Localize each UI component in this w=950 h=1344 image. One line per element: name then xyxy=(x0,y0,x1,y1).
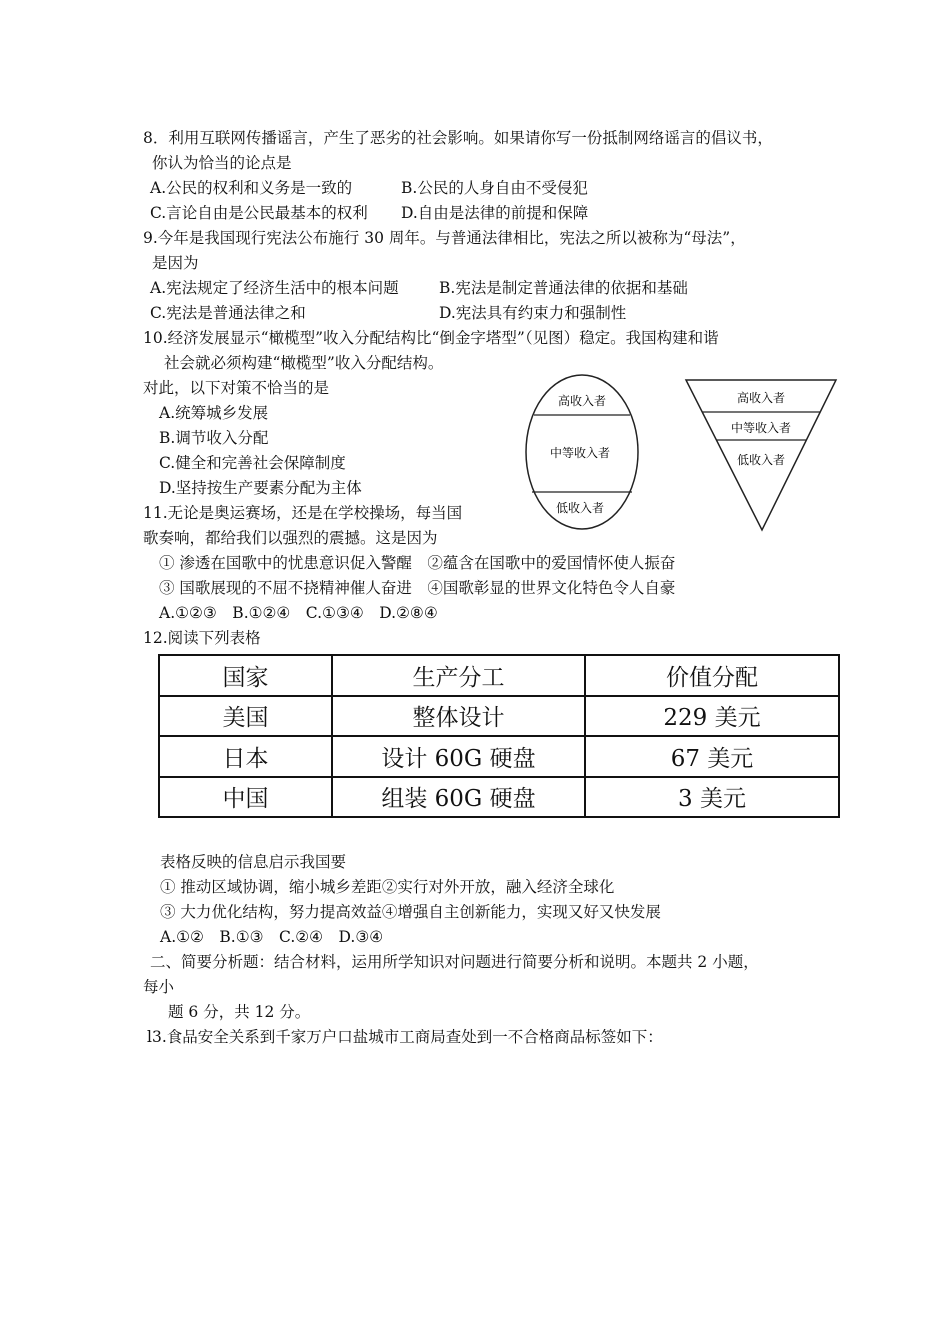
table-cell: 美国 xyxy=(159,696,332,737)
q8-stem-line2: 你认为恰当的论点是 xyxy=(152,154,292,172)
table-cell: 中国 xyxy=(159,777,332,818)
q8-option-d: D.自由是法律的前提和保障 xyxy=(401,204,589,222)
section2-heading-line1: 二、简要分析题：结合材料，运用所学知识对问题进行简要分析和说明。本题共 2 小题， xyxy=(150,953,759,971)
q12-item-1: ① 推动区域协调，缩小城乡差距②实行对外开放，融入经济全球化 xyxy=(160,878,615,896)
q8-stem-line1: 8．利用互联网传播谣言，产生了恶劣的社会影响。如果请你写一份抵制网络谣言的倡议书， xyxy=(143,129,773,147)
q8-option-b: B.公民的人身自由不受侵犯 xyxy=(401,179,588,197)
q10-option-a: A.统筹城乡发展 xyxy=(159,404,269,422)
q9-option-d: D.宪法具有约束力和强制性 xyxy=(439,304,627,322)
table-row xyxy=(159,696,839,737)
q9-stem-line1: 9.今年是我国现行宪法公布施行 30 周年。与普通法律相比，宪法之所以被称为“母法”， xyxy=(143,229,746,247)
q10-option-d: D.坚持按生产要素分配为主体 xyxy=(159,479,362,497)
table-cell: 67 美元 xyxy=(585,736,839,777)
table-header-cell: 生产分工 xyxy=(332,655,585,696)
table-cell: 3 美元 xyxy=(585,777,839,818)
q13-stem: l3.食品安全关系到千家万户口盐城市工商局查处到一不合格商品标签如下： xyxy=(147,1028,663,1046)
q11-stem-line2: 歌奏响，都给我们以强烈的震撼。这是因为 xyxy=(143,529,438,547)
table-cell: 组装 60G 硬盘 xyxy=(332,777,585,818)
pyramid-label-high: 高收入者 xyxy=(736,391,786,405)
olive-label-mid: 中等收入者 xyxy=(549,446,611,460)
q12-item-2: ③ 大力优化结构，努力提高效益④增强自主创新能力，实现又好又快发展 xyxy=(160,903,661,921)
table-cell: 设计 60G 硬盘 xyxy=(332,736,585,777)
olive-label-low: 低收入者 xyxy=(555,501,605,515)
q12-after-text: 表格反映的信息启示我国要 xyxy=(160,853,347,871)
income-structure-figure xyxy=(520,372,840,534)
section2-heading-line2: 每小 xyxy=(143,978,175,996)
q11-item-2: ③ 国歌展现的不屈不挠精神催人奋进 ④国歌彰显的世界文化特色令人自豪 xyxy=(159,579,676,597)
table-cell: 日本 xyxy=(159,736,332,777)
table-row xyxy=(159,777,839,818)
q10-stem-line1: 10.经济发展显示“橄榄型”收入分配结构比“倒金字塔型”（见图）稳定。我国构建和谐 xyxy=(143,329,719,347)
table-cell: 整体设计 xyxy=(332,696,585,737)
q12-stem: 12.阅读下列表格 xyxy=(143,629,261,647)
q8-option-a: A.公民的权利和义务是一致的 xyxy=(150,179,353,197)
q10-stem-line3: 对此，以下对策不恰当的是 xyxy=(143,379,330,397)
value-distribution-table xyxy=(158,654,840,818)
q10-option-c: C.健全和完善社会保障制度 xyxy=(159,454,346,472)
q10-stem-line2: 社会就必须构建“橄榄型”收入分配结构。 xyxy=(164,354,444,372)
section2-heading-line3: 题 6 分，共 12 分。 xyxy=(168,1003,311,1021)
q10-option-b: B.调节收入分配 xyxy=(159,429,269,447)
table-header-cell: 价值分配 xyxy=(585,655,839,696)
q9-stem-line2: 是因为 xyxy=(152,254,199,272)
pyramid-label-mid: 中等收入者 xyxy=(730,421,792,435)
q8-option-c: C.言论自由是公民最基本的权利 xyxy=(150,204,368,222)
table-cell: 229 美元 xyxy=(585,696,839,737)
table-row xyxy=(159,736,839,777)
q11-item-1: ① 渗透在国歌中的忧患意识促入警醒 ②蕴含在国歌中的爱国情怀使人振奋 xyxy=(159,554,676,572)
table-header-cell: 国家 xyxy=(159,655,332,696)
table-header-row xyxy=(159,655,839,696)
q9-option-c: C.宪法是普通法律之和 xyxy=(150,304,306,322)
pyramid-label-low: 低收入者 xyxy=(736,453,786,467)
q11-options: A.①②③ B.①②④ C.①③④ D.②⑧④ xyxy=(159,604,438,622)
q9-option-a: A.宪法规定了经济生活中的根本问题 xyxy=(150,279,399,297)
q11-stem-line1: 11.无论是奥运赛场，还是在学校操场，每当国 xyxy=(143,504,463,522)
q9-option-b: B.宪法是制定普通法律的依据和基础 xyxy=(439,279,688,297)
q12-options: A.①② B.①③ C.②④ D.③④ xyxy=(160,928,384,946)
olive-label-high: 高收入者 xyxy=(557,394,607,408)
